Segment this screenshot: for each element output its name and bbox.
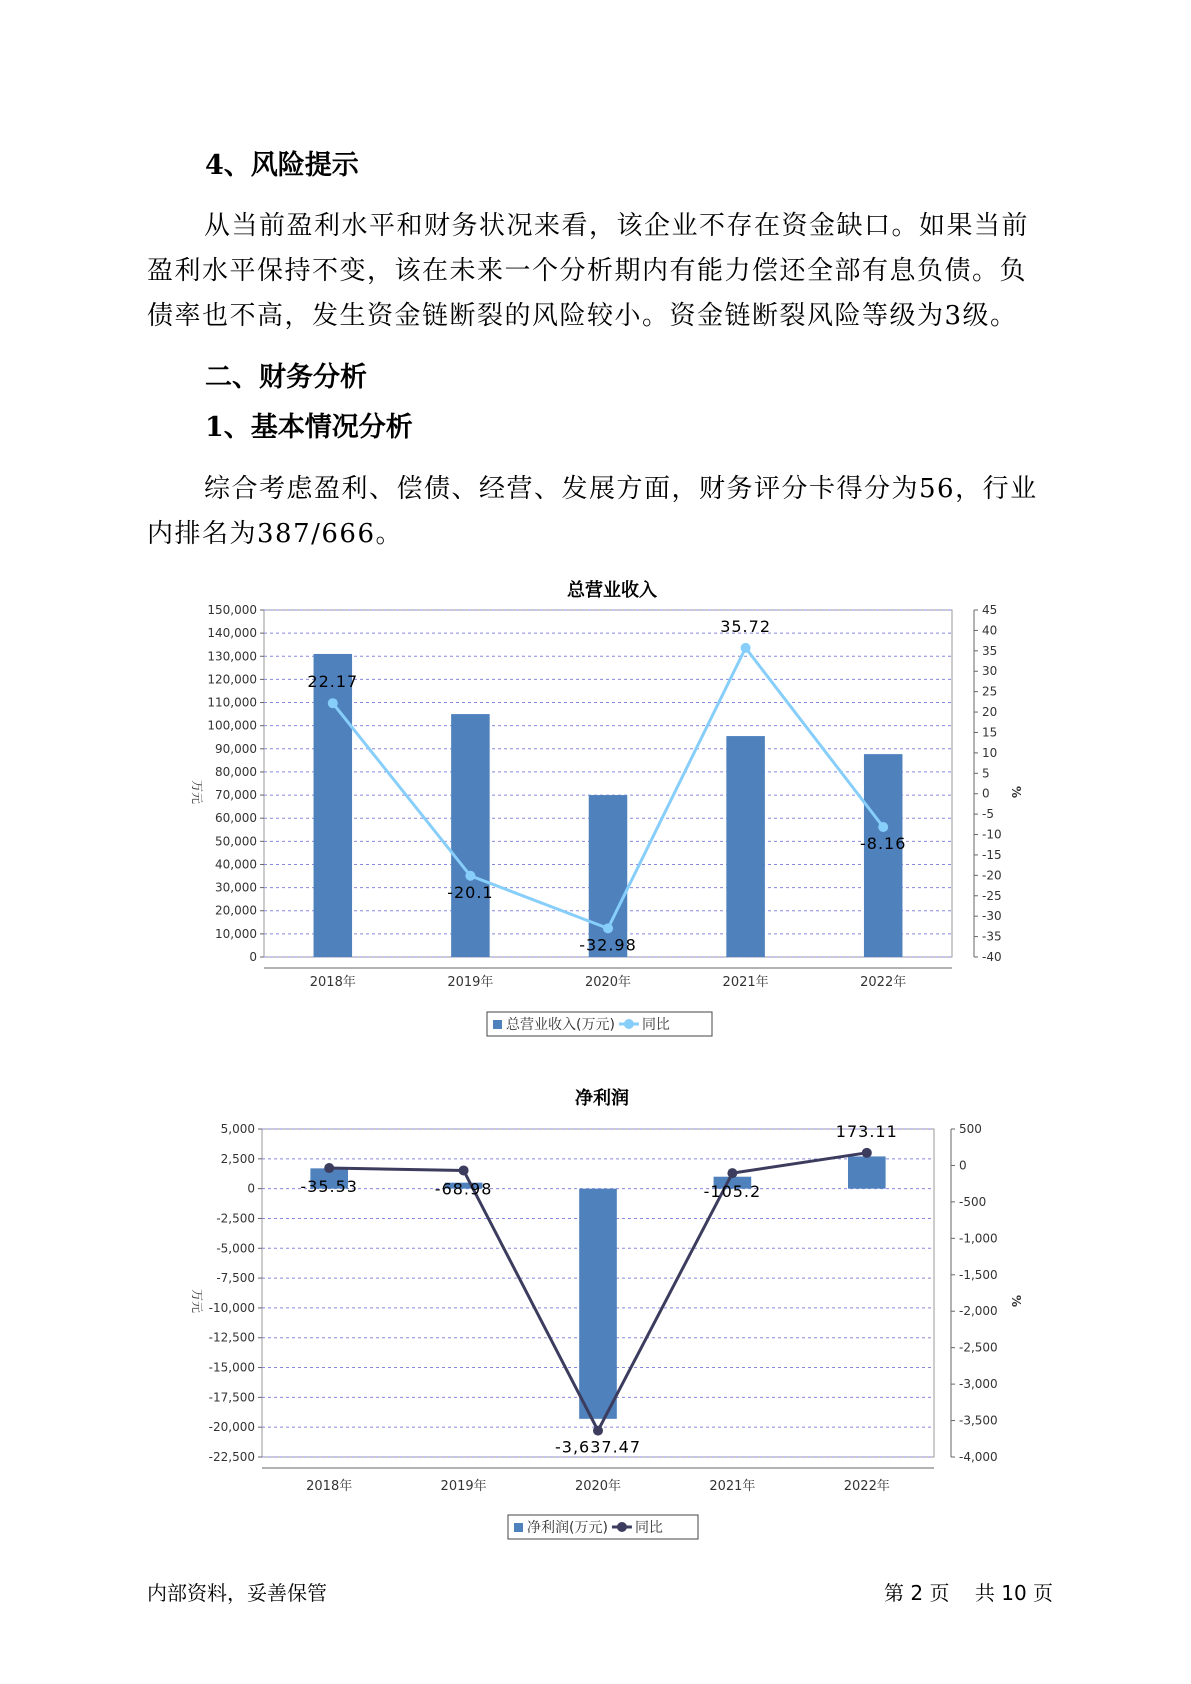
y-tick-label: 90,000	[215, 741, 257, 756]
data-label: -3,637.47	[554, 1437, 642, 1457]
x-tick-label: 2022年	[843, 1479, 890, 1494]
y-tick-label: -15,000	[208, 1360, 255, 1375]
y-tick-label: -7,500	[216, 1271, 255, 1286]
x-tick-label: 2019年	[440, 1479, 487, 1494]
risk-line-2: 盈利水平保持不变，该在未来一个分析期内有能力偿还全部有息负债。负	[147, 256, 1028, 286]
basic-line-2: 内排名为387/666。	[147, 519, 404, 549]
x-tick-label: 2020年	[584, 975, 632, 990]
data-label: -20.1	[447, 882, 494, 902]
x-tick-label: 2021年	[722, 975, 769, 990]
line-point	[741, 643, 751, 653]
y2-tick-label: -3,000	[959, 1377, 998, 1392]
data-label: 22.17	[307, 672, 359, 692]
y-tick-label: 110,000	[207, 695, 257, 710]
x-tick-label: 2018年	[306, 1479, 353, 1494]
legend-bar-swatch	[514, 1523, 523, 1532]
y-tick-label: -5,000	[216, 1241, 255, 1256]
y2-tick-label: 45	[982, 603, 998, 617]
data-label: -68.98	[434, 1179, 493, 1199]
y-tick-label: 0	[247, 1181, 255, 1196]
x-tick-label: 2018年	[309, 975, 356, 990]
y-axis-label: 万元	[190, 779, 204, 805]
y-tick-label: -12,500	[208, 1330, 255, 1345]
bar	[726, 736, 765, 957]
y2-tick-label: -4,000	[959, 1450, 998, 1464]
y-tick-label: 5,000	[220, 1122, 255, 1136]
y2-tick-label: 10	[982, 745, 998, 760]
y-tick-label: 10,000	[215, 926, 257, 941]
y2-tick-label: 0	[959, 1158, 967, 1173]
line-point	[459, 1165, 469, 1175]
y2-tick-label: -20	[982, 868, 1002, 883]
y-tick-label: -22,500	[208, 1450, 255, 1464]
y-tick-label: 70,000	[215, 788, 257, 803]
x-tick-label: 2020年	[574, 1479, 622, 1494]
y2-tick-label: -25	[982, 888, 1002, 903]
y-tick-label: 130,000	[207, 649, 257, 664]
legend-line-marker	[617, 1522, 627, 1532]
x-tick-label: 2021年	[709, 1479, 756, 1494]
revenue-chart	[0, 580, 1191, 1040]
y2-tick-label: 15	[982, 725, 998, 740]
y-tick-label: -10,000	[208, 1300, 255, 1315]
y-axis-label: 万元	[190, 1288, 204, 1314]
net-profit-chart	[0, 1080, 1191, 1540]
data-label: -32.98	[579, 935, 637, 955]
y2-tick-label: 40	[982, 623, 998, 638]
risk-line-1: 从当前盈利水平和财务状况来看，该企业不存在资金缺口。如果当前	[204, 211, 1030, 241]
legend-bar-label: 净利润(万元)	[527, 1520, 608, 1536]
risk-line-3: 债率也不高，发生资金链断裂的风险较小。资金链断裂风险等级为3级。	[147, 301, 1018, 331]
line-point	[878, 822, 888, 832]
y2-tick-label: -1,500	[959, 1267, 998, 1282]
y-tick-label: 30,000	[215, 880, 257, 895]
footer-page-number: 第 2 页 共 10 页	[884, 1581, 1054, 1605]
line-point	[603, 923, 613, 933]
basic-paragraph	[147, 467, 1047, 557]
y2-tick-label: -1,000	[959, 1231, 998, 1246]
line-point	[328, 698, 338, 708]
data-label: -105.2	[703, 1182, 762, 1202]
y-tick-label: 20,000	[215, 903, 257, 918]
y-tick-label: 0	[249, 950, 257, 964]
bar	[451, 714, 490, 957]
y-tick-label: -20,000	[208, 1420, 255, 1435]
y2-tick-label: 35	[982, 643, 998, 658]
y2-tick-label: -10	[982, 827, 1002, 842]
x-tick-label: 2022年	[860, 975, 907, 990]
data-label: 173.11	[835, 1121, 898, 1141]
y2-tick-label: 0	[982, 786, 990, 801]
revenue-chart-svg	[0, 580, 1191, 1040]
net-profit-chart-svg	[0, 1080, 1191, 1540]
y-tick-label: 60,000	[215, 811, 257, 826]
legend-line-marker	[624, 1019, 634, 1029]
footer-left: 内部资料，妥善保管	[147, 1581, 327, 1605]
chart-title: 净利润	[575, 1088, 629, 1109]
y-tick-label: -17,500	[208, 1390, 255, 1405]
y-tick-label: 40,000	[215, 857, 257, 872]
y2-tick-label: -500	[959, 1194, 987, 1209]
y2-axis-label: %	[1009, 1294, 1023, 1308]
y-tick-label: 150,000	[207, 603, 257, 617]
legend-bar-label: 总营业收入(万元)	[506, 1017, 615, 1033]
line-point	[593, 1426, 603, 1436]
legend-line-label: 同比	[641, 1017, 670, 1033]
y2-tick-label: -2,500	[959, 1340, 998, 1355]
y2-tick-label: -5	[982, 807, 994, 822]
y2-tick-label: -2,000	[959, 1304, 998, 1319]
line-point	[324, 1163, 334, 1173]
y2-tick-label: -15	[982, 847, 1002, 862]
basic-line-1: 综合考虑盈利、偿债、经营、发展方面，财务评分卡得分为56，行业	[204, 474, 1038, 504]
y2-axis-label: %	[1009, 785, 1023, 799]
risk-paragraph	[147, 204, 1047, 339]
legend-line-label: 同比	[634, 1520, 663, 1536]
chart-title: 总营业收入	[567, 580, 657, 601]
y2-tick-label: 25	[982, 684, 998, 699]
y-tick-label: -2,500	[216, 1211, 255, 1226]
line-point	[465, 871, 475, 881]
y-tick-label: 50,000	[215, 834, 257, 849]
line-point	[727, 1168, 737, 1178]
legend	[487, 1012, 712, 1036]
bar	[864, 754, 903, 957]
bar	[579, 1189, 617, 1419]
y-tick-label: 80,000	[215, 764, 257, 779]
basic-heading: 1、基本情况分析	[205, 412, 413, 443]
finance-heading: 二、财务分析	[205, 362, 367, 393]
y-tick-label: 100,000	[207, 718, 257, 733]
y2-tick-label: -30	[982, 909, 1002, 924]
y-tick-label: 120,000	[207, 672, 257, 687]
legend-bar-swatch	[493, 1020, 502, 1029]
line-point	[862, 1148, 872, 1158]
y2-tick-label: 500	[959, 1122, 982, 1136]
y2-tick-label: 20	[982, 705, 998, 720]
legend	[508, 1515, 698, 1539]
y2-tick-label: -3,500	[959, 1413, 998, 1428]
data-label: -35.53	[300, 1177, 358, 1197]
data-label: 35.72	[720, 616, 772, 636]
y2-tick-label: 30	[982, 664, 998, 679]
y2-tick-label: -35	[982, 929, 1002, 944]
y2-tick-label: 5	[982, 766, 990, 781]
risk-heading: 4、风险提示	[205, 150, 359, 181]
bar	[848, 1156, 886, 1188]
x-tick-label: 2019年	[447, 975, 494, 990]
data-label: -8.16	[859, 834, 907, 854]
y2-tick-label: -40	[982, 950, 1002, 964]
y-tick-label: 2,500	[220, 1151, 255, 1166]
y-tick-label: 140,000	[207, 626, 257, 641]
